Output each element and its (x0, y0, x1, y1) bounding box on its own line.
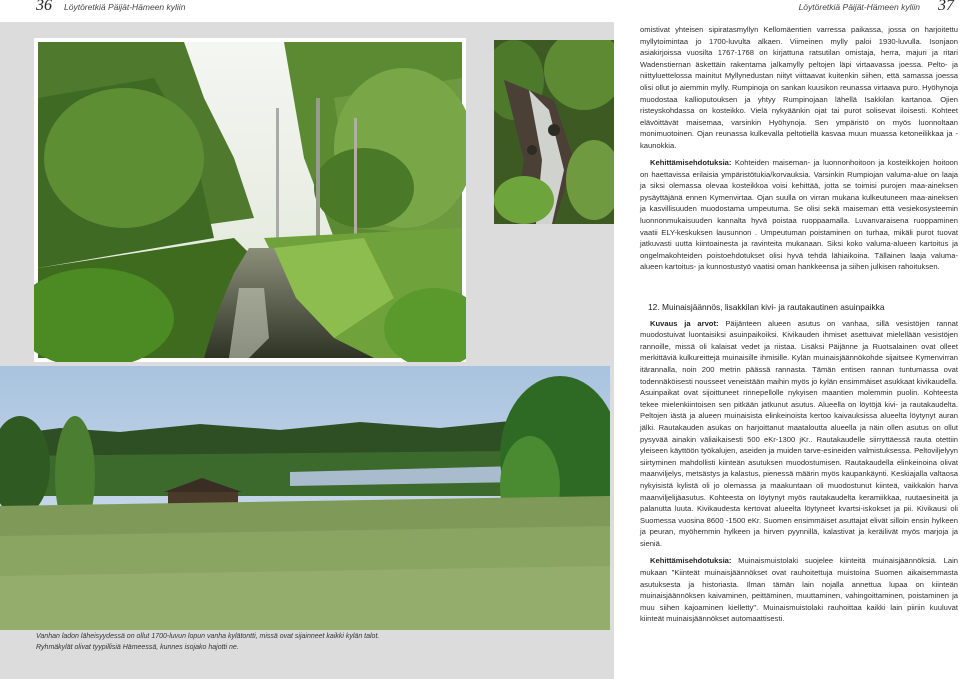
caption-line-1: Vanhan ladon läheisyydessä on ollut 1700-luvun lopun vanha kylätontti, missä ovat sijainneet kaikki kylän talot. (36, 633, 380, 640)
right-page-number: 37 (938, 0, 954, 14)
left-running-title: Löytöretkiä Päijät-Hämeen kyliin (64, 2, 186, 12)
text-column-top (640, 24, 958, 158)
paragraph-4-label: Kehittämisehdotuksia: (650, 556, 732, 566)
body-paragraph-3 (640, 318, 958, 550)
right-header (620, 0, 960, 18)
paragraph-2-label: Kehittämisehdotuksia: (650, 158, 732, 167)
paragraph-2-text: Kohteiden maiseman- ja luonnonhoitoon ja kosteikkojen hoitoon on haettavissa erilaisia ympäristötukia/korvauksia. Varsinkin Rumpiojan valuma-alue on laaja ja siksi olemassa olevaa kosteikkoa voisi kehittää, jotta se toimisi purojen maa-aineksen pysäyttäjänä ennen Kymenvirtaa. Ojan suulla on virran mukana kulkeutuneen maa-aineksen ja kasvillisuuden muodostama umpeutuma. Se olisi sekä maiseman että vesiekosysteemin luonnonmukaisuuden kannalta hyvä poistaa ruoppaamalla. Luvanvaraisena ruoppaminen vaatii ELY-keskuksen lausunnon . Umpeutuman poistaminen on turhaa, mikäli purot tuovat jatkuvasti uutta kiintoainesta ja ravinteita mukanaan. Siksi koko valuma-alueen kartoitus ja ongelmakohteiden poistoehdotukset olisi hyvä tehdä lähiaikoina. Tällainen laaja valuma-alueen kartoitus- ja kunnostustyö vaatisi oman hankkeensa ja siihen julkisen rahoituksen. (640, 158, 958, 272)
stream-photo (34, 38, 466, 362)
meadow-photo (0, 366, 610, 630)
right-running-title: Löytöretkiä Päijät-Hämeen kyliin (798, 2, 920, 12)
paragraph-3-text: Päijänteen alueen asutus on vanhaa, sillä vesistöjen rannat muodostuivat luontaisiksi asuinpaikoiksi. Kivikauden ihmiset asettuivat mielellään vesistöjen rannoille, missä oli kalaisat vedet ja riistaa. Lisäksi Päijänne ja Ruotsalainen ovat olleet merkittäviä kulkureittejä muinaisille ihmisille. Kylän muinaisjäännökohde sijaitsee Kymenvirran itärannalla, noin 200 metrin päässä rannasta. Tämän entisen rannan tuntumassa ovat todennäköisesti nousseet veneistään maihin myös jo kylän ensimmäiset asukkaat kivikaudella. Asuinpaikat ovat sijoittuneet rinnepellolle nykyisen maantien molemmin puolin. Kohteesta tekee mielenkiintoisen sen pitkään jatkunut asutus. Alueella on löytöjä kivi- ja rautakaudelta. Peltojen iästä ja alueen muinaisista elinkeinoista kertoo kaivauksissa alueelta löytynyt auran jälki. Rautakauden asukas on harjoittanut maataloutta alueella ja näin ollen asutus on ollut pysyvää ainakin väliaikaisesti 500 eKr-1300 jKr.. Rautakaudelle siirryttäessä rauta otettiin yleiseen käyttöön työkalujen, aseiden ja muiden tarve-esineiden valmistuksessa. Peltoviljelyyn siirtyminen mahdollisti kiinteän asutuksen muodostumisen. Rautakaudella elinkeinoina olivat maanviljelys, metsästys ja kalastus, pienessä määrin myös kaupankäynti. Keskiajalla valtaosa nykyisistä kylistä oli jo olemassa ja maakuntaan oli muodostunut kiinteä, vaikkakin harva maanviljelijäasutus. Kohteesta on löytynyt myös rautakaudelta keramiikkaa, ruutaesineitä ja palanutta luuta. Kivikaudesta kertovat alueelta löytyneet kvartsi-iskokset ja pii. Kivikausi oli Suomessa vuosina 8600 -1500 eKr. Suomen ensimmäiset asuttajat elivät silloin ensin hylkeen ja peuran, myöhemmin hylkeen ja hirven pyynnillä, kalastivat ja keräilivät myös marjoja ja sieniä. (640, 318, 958, 548)
caption-line-2: Ryhmäkylät olivat tyypillisiä Hämeessä, kunnes isojako hajotti ne. (36, 644, 239, 651)
text-column-bottom (640, 302, 958, 631)
left-header (0, 0, 620, 18)
body-paragraph-4 (640, 555, 958, 625)
left-page-number: 36 (36, 0, 52, 14)
photo-caption (36, 631, 596, 653)
paragraph-4-text: Muinaismuistolaki suojelee kiinteitä muinaisjäännöksiä. Lain mukaan "Kiinteät muinaisjäännökset ovat rauhoitettuja muistoina Suomen aikaisemmasta asutuksesta ja historiasta. Ilman tämän lain nojalla annettua lupaa on kiinteän muinaisjäännöksen kaivaminen, peittäminen, muuttaminen, vahingoittaminen, poistaminen ja muu siihen kajoaminen kielletty". Muinaismuistolaki rauhoittaa kaikki lain piiriin kuuluvat kiinteät muinaisjäännökset automaattisesti. (640, 556, 958, 624)
section-heading: 12. Muinaisjäännös, lisakkilan kivi- ja rautakautinen asuinpaikka (648, 302, 885, 312)
body-paragraph-1: omistivat yhteisen sipiratasmyllyn Kellomäentien varressa paikassa, jossa on harjoitettu myllytoimintaa jo 1700-luvulta alkaen. Viimeinen mylly paloi 1930-luvulla. Isonjaon asiakirjoissa vuosilta 1767-1768 on kirjattuna ratsutilan omistaja, herra, majuri ja ritari Wadenstiernan äskettäin rakentama jalkamylly peltojen läpi virtaavassa joessa. Pelto- ja niittyluettelossa mainitut Myllynedustan niityt viittaavat kuitenkin siihen, että samassa joessa olisi ollut jo aiemmin mylly. Rumpinoja on sankan kuusikon reunassa virtaava puro. Hyöhynoja muodostaa kallioputouksen ja yhtyy Rumpinojaan lähellä Isakkilan kartanoa. Ojien risteyskohdassa on kosteikko. Vielä nykyäänkin ojat tai purot solisevat iloisesti. Kohteet elävöittävät maisemaa, varsinkin Hyöhynoja. Sen ympäristö on myös luonnoltaan monimuotoinen. Ojan reunassa kulkevalla peltotiellä kasvaa muun muassa ketoneilikkaa ja -kaunokkia. (640, 25, 958, 150)
body-paragraph-2 (640, 157, 958, 273)
paragraph-3-label: Kuvaus ja arvot: (650, 318, 719, 328)
text-column-middle (640, 157, 958, 279)
waterfall-photo (494, 40, 614, 224)
